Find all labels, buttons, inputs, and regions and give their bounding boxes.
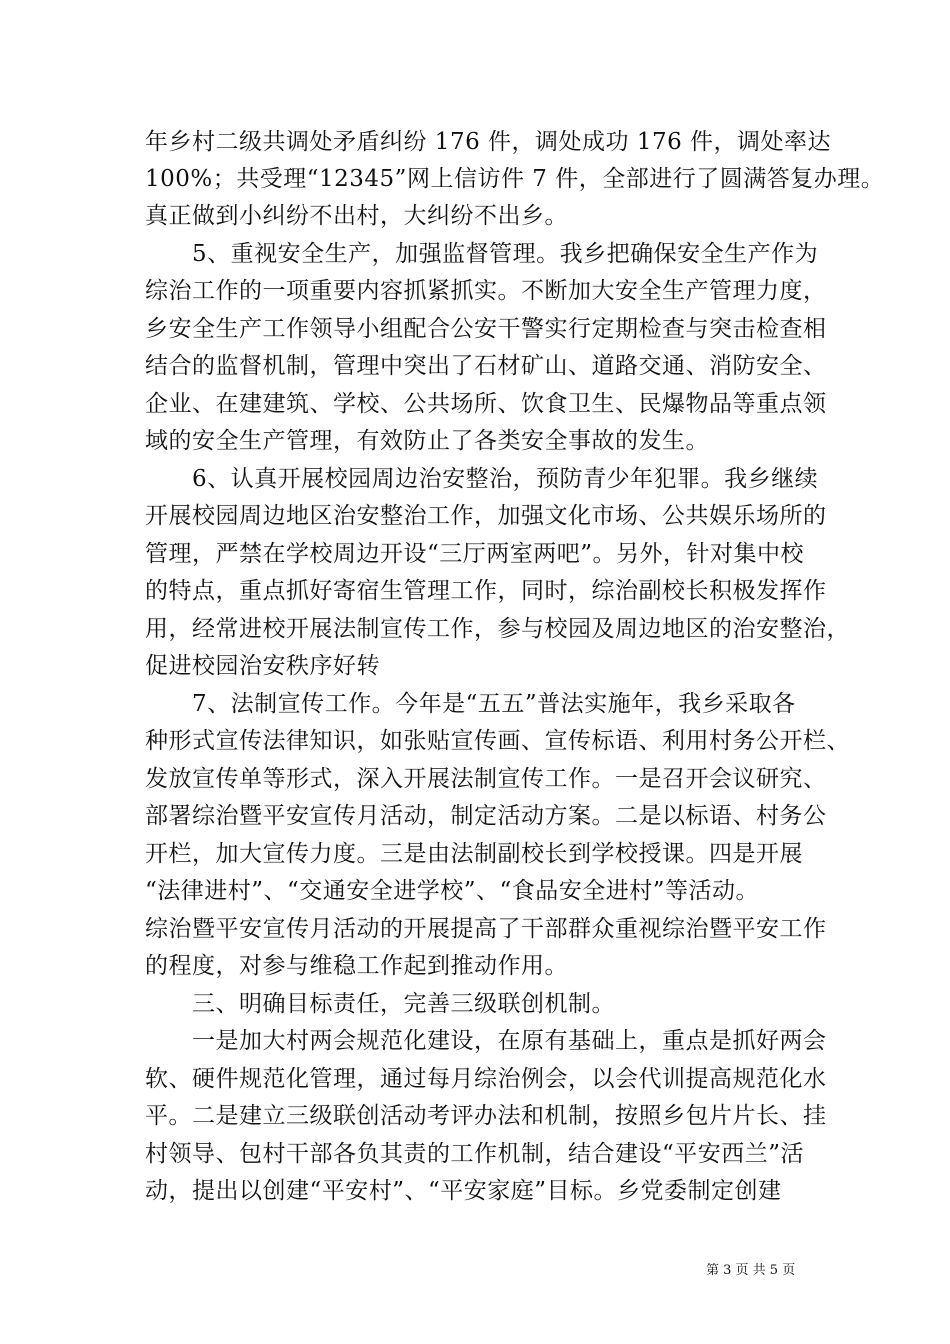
text-line: 促进校园治安秩序好转: [145, 653, 380, 679]
page-number: 第 3 页 共 5 页: [706, 1263, 796, 1278]
text-line: 的特点，重点抓好寄宿生管理工作，同时，综治副校长积极发挥作: [145, 578, 827, 604]
text-line: 开栏，加大宣传力度。三是由法制副校长到学校授课。四是开展: [145, 841, 803, 867]
text-line: 企业、在建建筑、学校、公共场所、饮食卫生、民爆物品等重点领: [145, 391, 827, 417]
text-line: 软、硬件规范化管理，通过每月综治例会，以会代训提高规范化水: [145, 1066, 827, 1092]
text-line: 结合的监督机制，管理中突出了石材矿山、道路交通、消防安全、: [145, 353, 827, 379]
text-line: 年乡村二级共调处矛盾纠纷 176 件，调处成功 176 件，调处率达: [145, 129, 832, 155]
text-line: 7、法制宣传工作。今年是“五五”普法实施年，我乡采取各: [145, 691, 796, 717]
text-line: 域的安全生产管理，有效防止了各类安全事故的发生。: [145, 428, 709, 454]
text-line: 乡安全生产工作领导小组配合公安干警实行定期检查与突击检查相: [145, 316, 827, 342]
text-line: 动，提出以创建“平安村”、“平安家庭”目标。乡党委制定创建: [145, 1178, 782, 1204]
text-line: 开展校园周边地区治安整治工作，加强文化市场、公共娱乐场所的: [145, 503, 827, 529]
text-line: 村领导、包村干部各负其责的工作机制，结合建设“平安西兰”活: [145, 1141, 805, 1167]
section-heading: 三、明确目标责任，完善三级联创机制。: [145, 991, 615, 1017]
text-line: “法律进村”、“交通安全进学校”、“食品安全进村”等活动。: [145, 878, 760, 904]
text-line: 种形式宣传法律知识，如张贴宣传画、宣传标语、利用村务公开栏、: [145, 728, 850, 754]
text-line: 平。二是建立三级联创活动考评办法和机制，按照乡包片片长、挂: [145, 1103, 827, 1129]
text-line: 综治工作的一项重要内容抓紧抓实。不断加大安全生产管理力度，: [145, 278, 827, 304]
text-line: 100%；共受理“12345”网上信访件 7 件，全部进行了圆满答复办理。: [145, 166, 885, 192]
text-line: 部署综治暨平安宣传月活动，制定活动方案。二是以标语、村务公: [145, 803, 827, 829]
text-line: 管理，严禁在学校周边开设“三厅两室两吧”。另外，针对集中校: [145, 541, 805, 567]
text-line: 的程度，对参与维稳工作起到推动作用。: [145, 953, 568, 979]
text-line: 综治暨平安宣传月活动的开展提高了干部群众重视综治暨平安工作: [145, 916, 827, 942]
text-line: 5、重视安全生产，加强监督管理。我乡把确保安全生产作为: [145, 241, 819, 267]
text-line: 用，经常进校开展法制宣传工作，参与校园及周边地区的治安整治，: [145, 616, 850, 642]
text-line: 真正做到小纠纷不出村，大纠纷不出乡。: [145, 203, 568, 229]
text-line: 发放宣传单等形式，深入开展法制宣传工作。一是召开会议研究、: [145, 766, 827, 792]
text-line: 一是加大村两会规范化建设，在原有基础上，重点是抓好两会: [145, 1028, 827, 1054]
text-line: 6、认真开展校园周边治安整治，预防青少年犯罪。我乡继续: [145, 466, 819, 492]
